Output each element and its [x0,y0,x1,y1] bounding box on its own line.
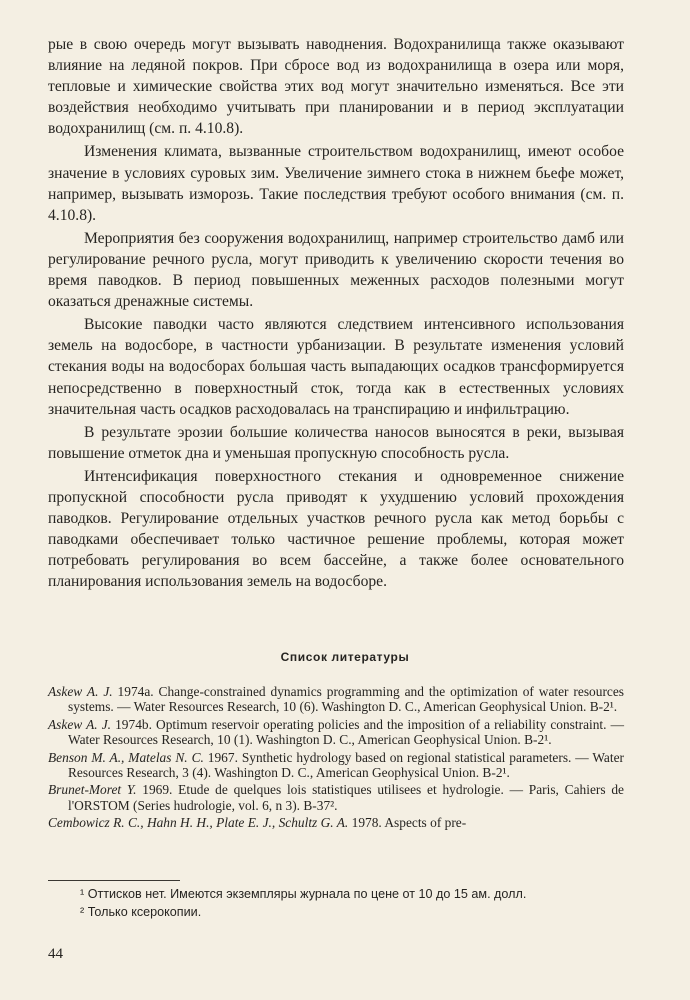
reference-text: 1978. Aspects of pre- [351,815,467,831]
reference-author: Brunet-Moret Y. [48,782,137,798]
paragraph: Высокие паводки часто являются следствием интенсивного использования земель на водосборе, в частности урбанизации. В результате изменения условий стекания воды на водосборах большая часть выпадающих осадков трансформируется непосредственно в поверхностный сток, тогда как в естественных условиях значительная часть осадков расходовалась на транспирацию и инфильтрацию. [48,316,624,418]
reference-item [48,717,624,748]
footnote: ¹ Оттисков нет. Имеются экземпляры журнала по цене от 10 до 15 ам. долл. [80,887,527,901]
reference-item [48,684,624,715]
paragraph: Интенсификация поверхностного стекания и одновременное снижение пропускной способности русла приводят к ухудшению условий прохождения паводков. Регулирование отдельных участков речного русла как метод борьбы с паводками обеспечивает только частичное решение проблемы, которая может потребовать регулирования во всем бассейне, а также более основательного планирования использования земель на водосборе. [48,467,624,591]
reference-item [48,815,624,830]
paragraph: В результате эрозии большие количества наносов выносятся в реки, вызывая повышение отметок дна и уменьшая пропускную способность русла. [48,423,624,462]
page-number: 44 [48,946,63,962]
reference-item [48,782,624,813]
reference-text: 1967. Synthetic hydrology based on regional statistical parameters. — Water Resources Research, 3 (4). Washington D. C., American Geophysical Union. B-2¹. [68,749,624,781]
references-list [48,684,624,833]
body-text [48,34,624,592]
reference-author: Cembowicz R. C., Hahn H. H., Plate E. J., Schultz G. A. [48,815,349,831]
footnote-divider [48,880,180,881]
references-heading: Список литературы [280,650,410,664]
paragraph: Мероприятия без сооружения водохранилищ, например строительство дамб или регулирование речного русла, могут приводить к увеличению скорости течения во время паводков. В период повышенных меженных расходов полезными могут оказаться дренажные системы. [48,229,624,311]
reference-item [48,750,624,781]
reference-author: Benson M. A., Matelas N. C. [48,749,204,765]
reference-text: 1974a. Change-constrained dynamics programming and the optimization of water resources systems. — Water Resources Research, 10 (6). Washington D. C., American Geophysical Union. B-2¹. [68,684,624,715]
footnote: ² Только ксерокопии. [80,904,202,919]
reference-author: Askew A. J. [48,684,113,699]
paragraph: рые в свою очередь могут вызывать наводнения. Водохранилища также оказывают влияние на ледяной покров. При сбросе вод из водохранилища в озера или моря, тепловые и химические свойства этих вод могут значительно изменяться. Все эти воздействия необходимо учитывать при планировании и в период эксплуатации водохранилищ (см. п. 4.10.8). [48,36,624,138]
reference-author: Askew A. J. [48,716,111,732]
reference-text: 1969. Etude de quelques lois statistiques utilisees et hydrologie. — Paris, Cahiers de l'ORSTOM (Series hudrologie, vol. 6, n 3). B-37². [68,782,625,813]
paragraph: Изменения климата, вызванные строительством водохранилищ, имеют особое значение в условиях суровых зим. Увеличение зимнего стока в нижнем бьефе может, например, вызывать изморозь. Такие последствия требуют особого внимания (см. п. 4.10.8). [48,143,624,224]
footnotes [48,887,624,920]
reference-text: 1974b. Optimum reservoir operating policies and the imposition of a reliability constraint. — Water Resources Research, 10 (1). Washington D. C., American Geophysical Union. B-2¹. [68,716,624,748]
